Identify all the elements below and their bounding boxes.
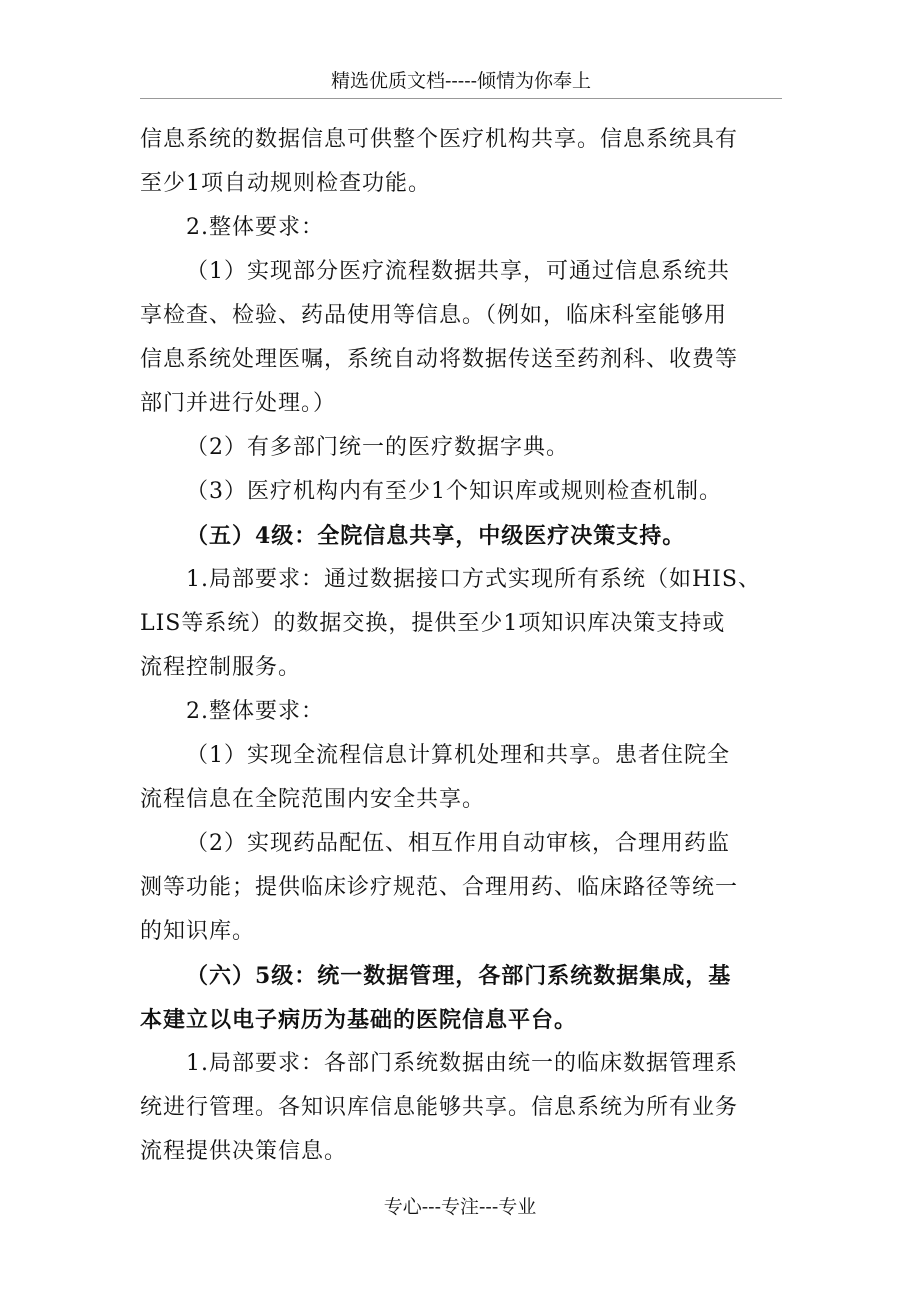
section-heading-line: （六）5级：统一数据管理，各部门系统数据集成，基 [186,963,732,989]
text-line: 享检查、检验、药品使用等信息。（例如，临床科室能够用 [140,303,728,328]
text-line: 信息系统处理医嘱，系统自动将数据传送至药剂科、收费等 [140,347,739,372]
text-line: 2.整体要求： [186,699,324,724]
text-line: 测等功能；提供临床诊疗规范、合理用药、临床路径等统一 [140,875,739,900]
text-line: （2）实现药品配伍、相互作用自动审核，合理用药监 [186,831,730,856]
text-line: 至少1项自动规则检查功能。 [140,171,431,196]
text-line: 的知识库。 [140,919,256,944]
text-line: 1.局部要求：各部门系统数据由统一的临床数据管理系 [186,1051,738,1076]
header-text: 精选优质文档-----倾情为你奉上 [330,70,592,92]
section-heading-line: （五）4级：全院信息共享，中级医疗决策支持。 [186,523,686,549]
text-line: LIS等系统）的数据交换，提供至少1项知识库决策支持或 [140,611,726,636]
page-header [140,66,782,99]
document-body [140,118,784,1174]
text-line: （2）有多部门统一的医疗数据字典。 [186,435,569,460]
text-line: 2.整体要求： [186,215,324,240]
text-line: 流程提供决策信息。 [140,1139,348,1164]
text-line: 流程信息在全院范围内安全共享。 [140,787,486,812]
text-line: 部门并进行处理。） [140,391,337,416]
text-line: （1）实现全流程信息计算机处理和共享。患者住院全 [186,743,730,768]
page-footer [0,1192,920,1222]
text-line: 流程控制服务。 [140,655,302,680]
text-line: 统进行管理。各知识库信息能够共享。信息系统为所有业务 [140,1095,739,1120]
text-line: 信息系统的数据信息可供整个医疗机构共享。信息系统具有 [140,127,739,152]
text-line: （1）实现部分医疗流程数据共享，可通过信息系统共 [186,259,730,284]
text-line: （3）医疗机构内有至少1个知识库或规则检查机制。 [186,479,722,504]
text-line: 1.局部要求：通过数据接口方式实现所有系统（如HIS、 [186,567,761,592]
footer-text: 专心---专注---专业 [383,1196,537,1218]
section-heading-line: 本建立以电子病历为基础的医院信息平台。 [140,1007,578,1033]
